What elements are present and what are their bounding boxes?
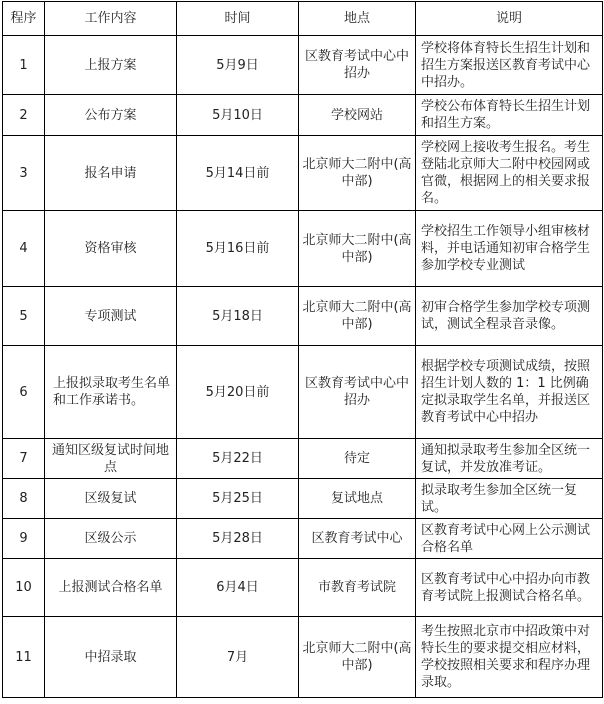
place-cell: 北京师大二附中(高中部) — [299, 211, 416, 287]
task-cell: 资格审核 — [45, 211, 177, 287]
place-cell: 北京师大二附中(高中部) — [299, 136, 416, 211]
step-number: 6 — [3, 346, 45, 439]
header-place: 地点 — [299, 2, 416, 36]
time-cell: 5月10日 — [177, 95, 299, 136]
place-cell: 复试地点 — [299, 479, 416, 519]
task-cell: 公布方案 — [45, 95, 177, 136]
description-cell: 拟录取考生参加全区统一复试。 — [416, 479, 603, 519]
task-cell: 报名申请 — [45, 136, 177, 211]
description-cell: 通知拟录取考生参加全区统一复试，并发放准考证。 — [416, 439, 603, 479]
table-row — [3, 36, 603, 95]
task-cell: 区级复试 — [45, 479, 177, 519]
table-row — [3, 211, 603, 287]
task-cell: 上报测试合格名单 — [45, 559, 177, 617]
step-number: 2 — [3, 95, 45, 136]
step-number: 4 — [3, 211, 45, 287]
time-cell: 6月4日 — [177, 559, 299, 617]
description-cell: 区教育考试中心网上公示测试合格名单 — [416, 519, 603, 559]
description-cell: 学校网上接收考生报名。考生登陆北京师大二附中校园网或官微，根据网上的相关要求报名。 — [416, 136, 603, 211]
table-row — [3, 439, 603, 479]
place-cell: 学校网站 — [299, 95, 416, 136]
place-cell: 北京师大二附中(高中部) — [299, 287, 416, 346]
place-cell: 区教育考试中心中招办 — [299, 36, 416, 95]
time-cell: 5月25日 — [177, 479, 299, 519]
table-header-row — [3, 2, 603, 36]
table-row — [3, 617, 603, 698]
place-cell: 区教育考试中心 — [299, 519, 416, 559]
task-cell: 上报拟录取考生名单和工作承诺书。 — [45, 346, 177, 439]
step-number: 7 — [3, 439, 45, 479]
description-cell: 学校招生工作领导小组审核材料，并电话通知初审合格学生参加学校专业测试 — [416, 211, 603, 287]
place-cell: 待定 — [299, 439, 416, 479]
time-cell: 5月22日 — [177, 439, 299, 479]
table-row — [3, 346, 603, 439]
header-time: 时间 — [177, 2, 299, 36]
description-cell: 考生按照北京市中招政策中对特长生的要求提交相应材料，学校按照相关要求和程序办理录取。 — [416, 617, 603, 698]
description-cell: 学校将体育特长生招生计划和招生方案报送区教育考试中心中招办。 — [416, 36, 603, 95]
step-number: 5 — [3, 287, 45, 346]
header-description: 说明 — [416, 2, 603, 36]
description-cell: 学校公布体育特长生招生计划和招生方案。 — [416, 95, 603, 136]
task-cell: 专项测试 — [45, 287, 177, 346]
place-cell: 区教育考试中心中招办 — [299, 346, 416, 439]
table-row — [3, 95, 603, 136]
step-number: 10 — [3, 559, 45, 617]
step-number: 9 — [3, 519, 45, 559]
time-cell: 5月28日 — [177, 519, 299, 559]
task-cell: 通知区级复试时间地点 — [45, 439, 177, 479]
place-cell: 市教育考试院 — [299, 559, 416, 617]
table-row — [3, 287, 603, 346]
description-cell: 根据学校专项测试成绩，按照招生计划人数的 1：1 比例确定拟录取学生名单，并报送区教育考试中心中招办 — [416, 346, 603, 439]
step-number: 8 — [3, 479, 45, 519]
time-cell: 5月18日 — [177, 287, 299, 346]
table-row — [3, 479, 603, 519]
task-cell: 中招录取 — [45, 617, 177, 698]
task-cell: 区级公示 — [45, 519, 177, 559]
header-task: 工作内容 — [45, 2, 177, 36]
task-cell: 上报方案 — [45, 36, 177, 95]
schedule-table — [2, 1, 603, 698]
header-step: 程序 — [3, 2, 45, 36]
table-row — [3, 559, 603, 617]
step-number: 1 — [3, 36, 45, 95]
time-cell: 5月14日前 — [177, 136, 299, 211]
table-row — [3, 136, 603, 211]
time-cell: 7月 — [177, 617, 299, 698]
step-number: 3 — [3, 136, 45, 211]
time-cell: 5月16日前 — [177, 211, 299, 287]
time-cell: 5月20日前 — [177, 346, 299, 439]
place-cell: 北京师大二附中(高中部) — [299, 617, 416, 698]
table-row — [3, 519, 603, 559]
description-cell: 区教育考试中心中招办向市教育考试院上报测试合格名单。 — [416, 559, 603, 617]
step-number: 11 — [3, 617, 45, 698]
time-cell: 5月9日 — [177, 36, 299, 95]
description-cell: 初审合格学生参加学校专项测试，测试全程录音录像。 — [416, 287, 603, 346]
